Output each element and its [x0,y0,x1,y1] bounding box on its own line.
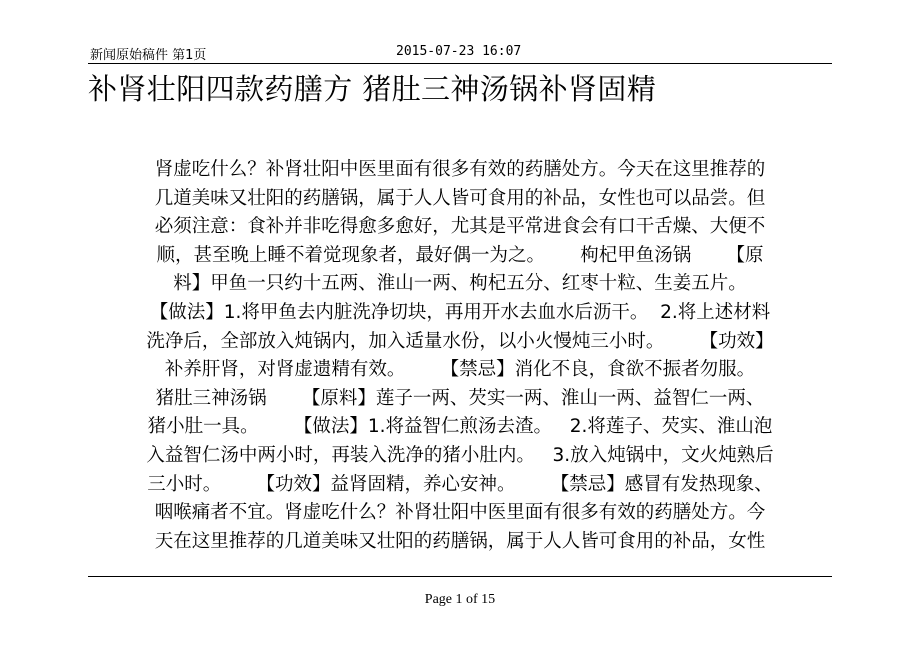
body-line: 顺，甚至晚上睡不着觉现象者，最好偶一为之。 枸杞甲鱼汤锅 【原 [156,244,764,266]
body-line: 天在这里推荐的几道美味又壮阳的药膳锅，属于人人皆可食用的补品，女性 [154,530,766,552]
header-divider [88,63,832,64]
body-line: 猪肚三神汤锅 【原料】莲子一两、芡实一两、淮山一两、益智仁一两、 [155,387,765,409]
body-line: 三小时。 【功效】益肾固精，养心安神。 【禁忌】感冒有发热现象、 [147,473,773,495]
body-line: 补养肝肾，对肾虚遗精有效。 【禁忌】消化不良，食欲不振者勿服。 [164,359,756,381]
body-line: 猪小肚一具。 【做法】1.将益智仁煎汤去渣。 2.将莲子、芡实、淮山泡 [147,416,773,438]
body-line: 必须注意：食补并非吃得愈多愈好，尤其是平常进食会有口干舌燥、大便不 [154,216,766,238]
page-number: Page 1 of 15 [424,592,496,607]
body-line: 肾虚吃什么？补肾壮阳中医里面有很多有效的药膳处方。今天在这里推荐的 [154,159,766,180]
body-line: 料】甲鱼一只约十五两、淮山一两、枸杞五分、红枣十粒、生姜五片。 [173,273,747,295]
article-body [88,156,832,556]
body-line: 【做法】1.将甲鱼去内脏洗净切块，再用开水去血水后沥干。 2.将上述材料 [149,301,771,323]
body-line: 洗净后，全部放入炖锅内，加入适量水份，以小火慢炖三小时。 【功效】 [146,330,774,352]
header-source-label: 新闻原始稿件 第1页 [90,48,207,63]
article-title: 补肾壮阳四款药膳方 猪肚三神汤锅补肾固精 [88,72,657,106]
body-line: 咽喉痛者不宜。肾虚吃什么？补肾壮阳中医里面有很多有效的药膳处方。今 [154,502,766,524]
page-header [88,38,832,63]
footer-divider [88,576,832,577]
body-line: 入益智仁汤中两小时，再装入洗净的猪小肚内。 3.放入炖锅中，文火炖熟后 [146,444,774,466]
body-line: 几道美味又壮阳的药膳锅，属于人人皆可食用的补品，女性也可以品尝。但 [154,187,766,209]
header-datetime: 2015-07-23 16:07 [396,44,522,59]
